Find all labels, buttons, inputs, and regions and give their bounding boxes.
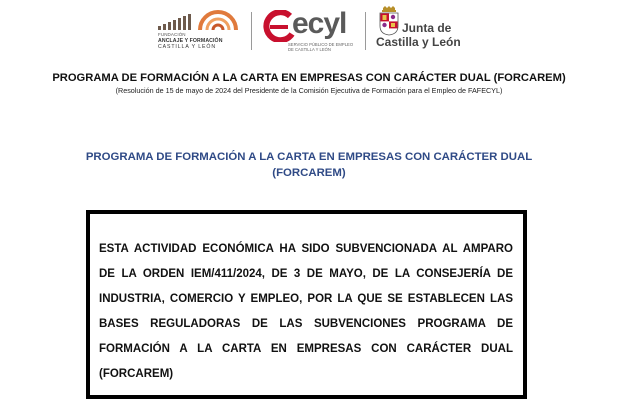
resolution-subtitle: (Resolución de 15 de mayo de 2024 del Presidente de la Comisión Ejecutiva de Formación para el Empleo de FAFECYL) [115, 86, 503, 95]
fundacion-logo-text [158, 32, 242, 50]
junta-line1: Junta de [402, 21, 452, 35]
ecyl-logo [262, 6, 358, 54]
fundacion-line1: FUNDACIÓN [158, 32, 186, 37]
program-title: PROGRAMA DE FORMACIÓN A LA CARTA EN EMPRESAS CON CARÁCTER DUAL (FORCAREM) [52, 72, 566, 84]
fundacion-logo [158, 8, 242, 52]
fundacion-bars-graphic [158, 14, 198, 30]
logo-divider [251, 12, 252, 50]
ecyl-wordmark: ecyl [292, 7, 347, 40]
logo-header [0, 6, 618, 54]
fundacion-arcs-graphic [198, 10, 238, 30]
fundacion-line2: ANCLAJE Y FORMACIÓN [158, 38, 223, 44]
fundacion-line3: CASTILLA Y LEÓN [158, 44, 217, 50]
coat-of-arms-icon [378, 6, 400, 36]
junta-logo [378, 6, 468, 54]
junta-line2: Castilla y León [376, 35, 461, 49]
logo-divider [365, 12, 366, 50]
ecyl-swoosh-icon [262, 10, 296, 42]
subsidy-notice-box [86, 210, 527, 399]
ecyl-subtitle: SERVICIO PÚBLICO DE EMPLEO DE CASTILLA Y LEÓN [288, 42, 354, 52]
program-heading-blue: PROGRAMA DE FORMACIÓN A LA CARTA EN EMPRESAS CON CARÁCTER DUAL (FORCAREM) [85, 151, 533, 179]
subsidy-notice-text: ESTA ACTIVIDAD ECONÓMICA HA SIDO SUBVENCIONADA AL AMPARO DE LA ORDEN IEM/411/2024, DE 3 DE MAYO, DE LA CONSEJERÍA DE INDUSTRIA, COMERCIO Y EMPLEO, POR LA QUE SE ESTABLECEN LAS BASES REGULADORAS DE LAS SUBVENCIONES PROGRAMA DE FORMACIÓN A LA CARTA EN EMPRESAS CON CARÁCTER DUAL (FORCAREM) [99, 243, 513, 380]
